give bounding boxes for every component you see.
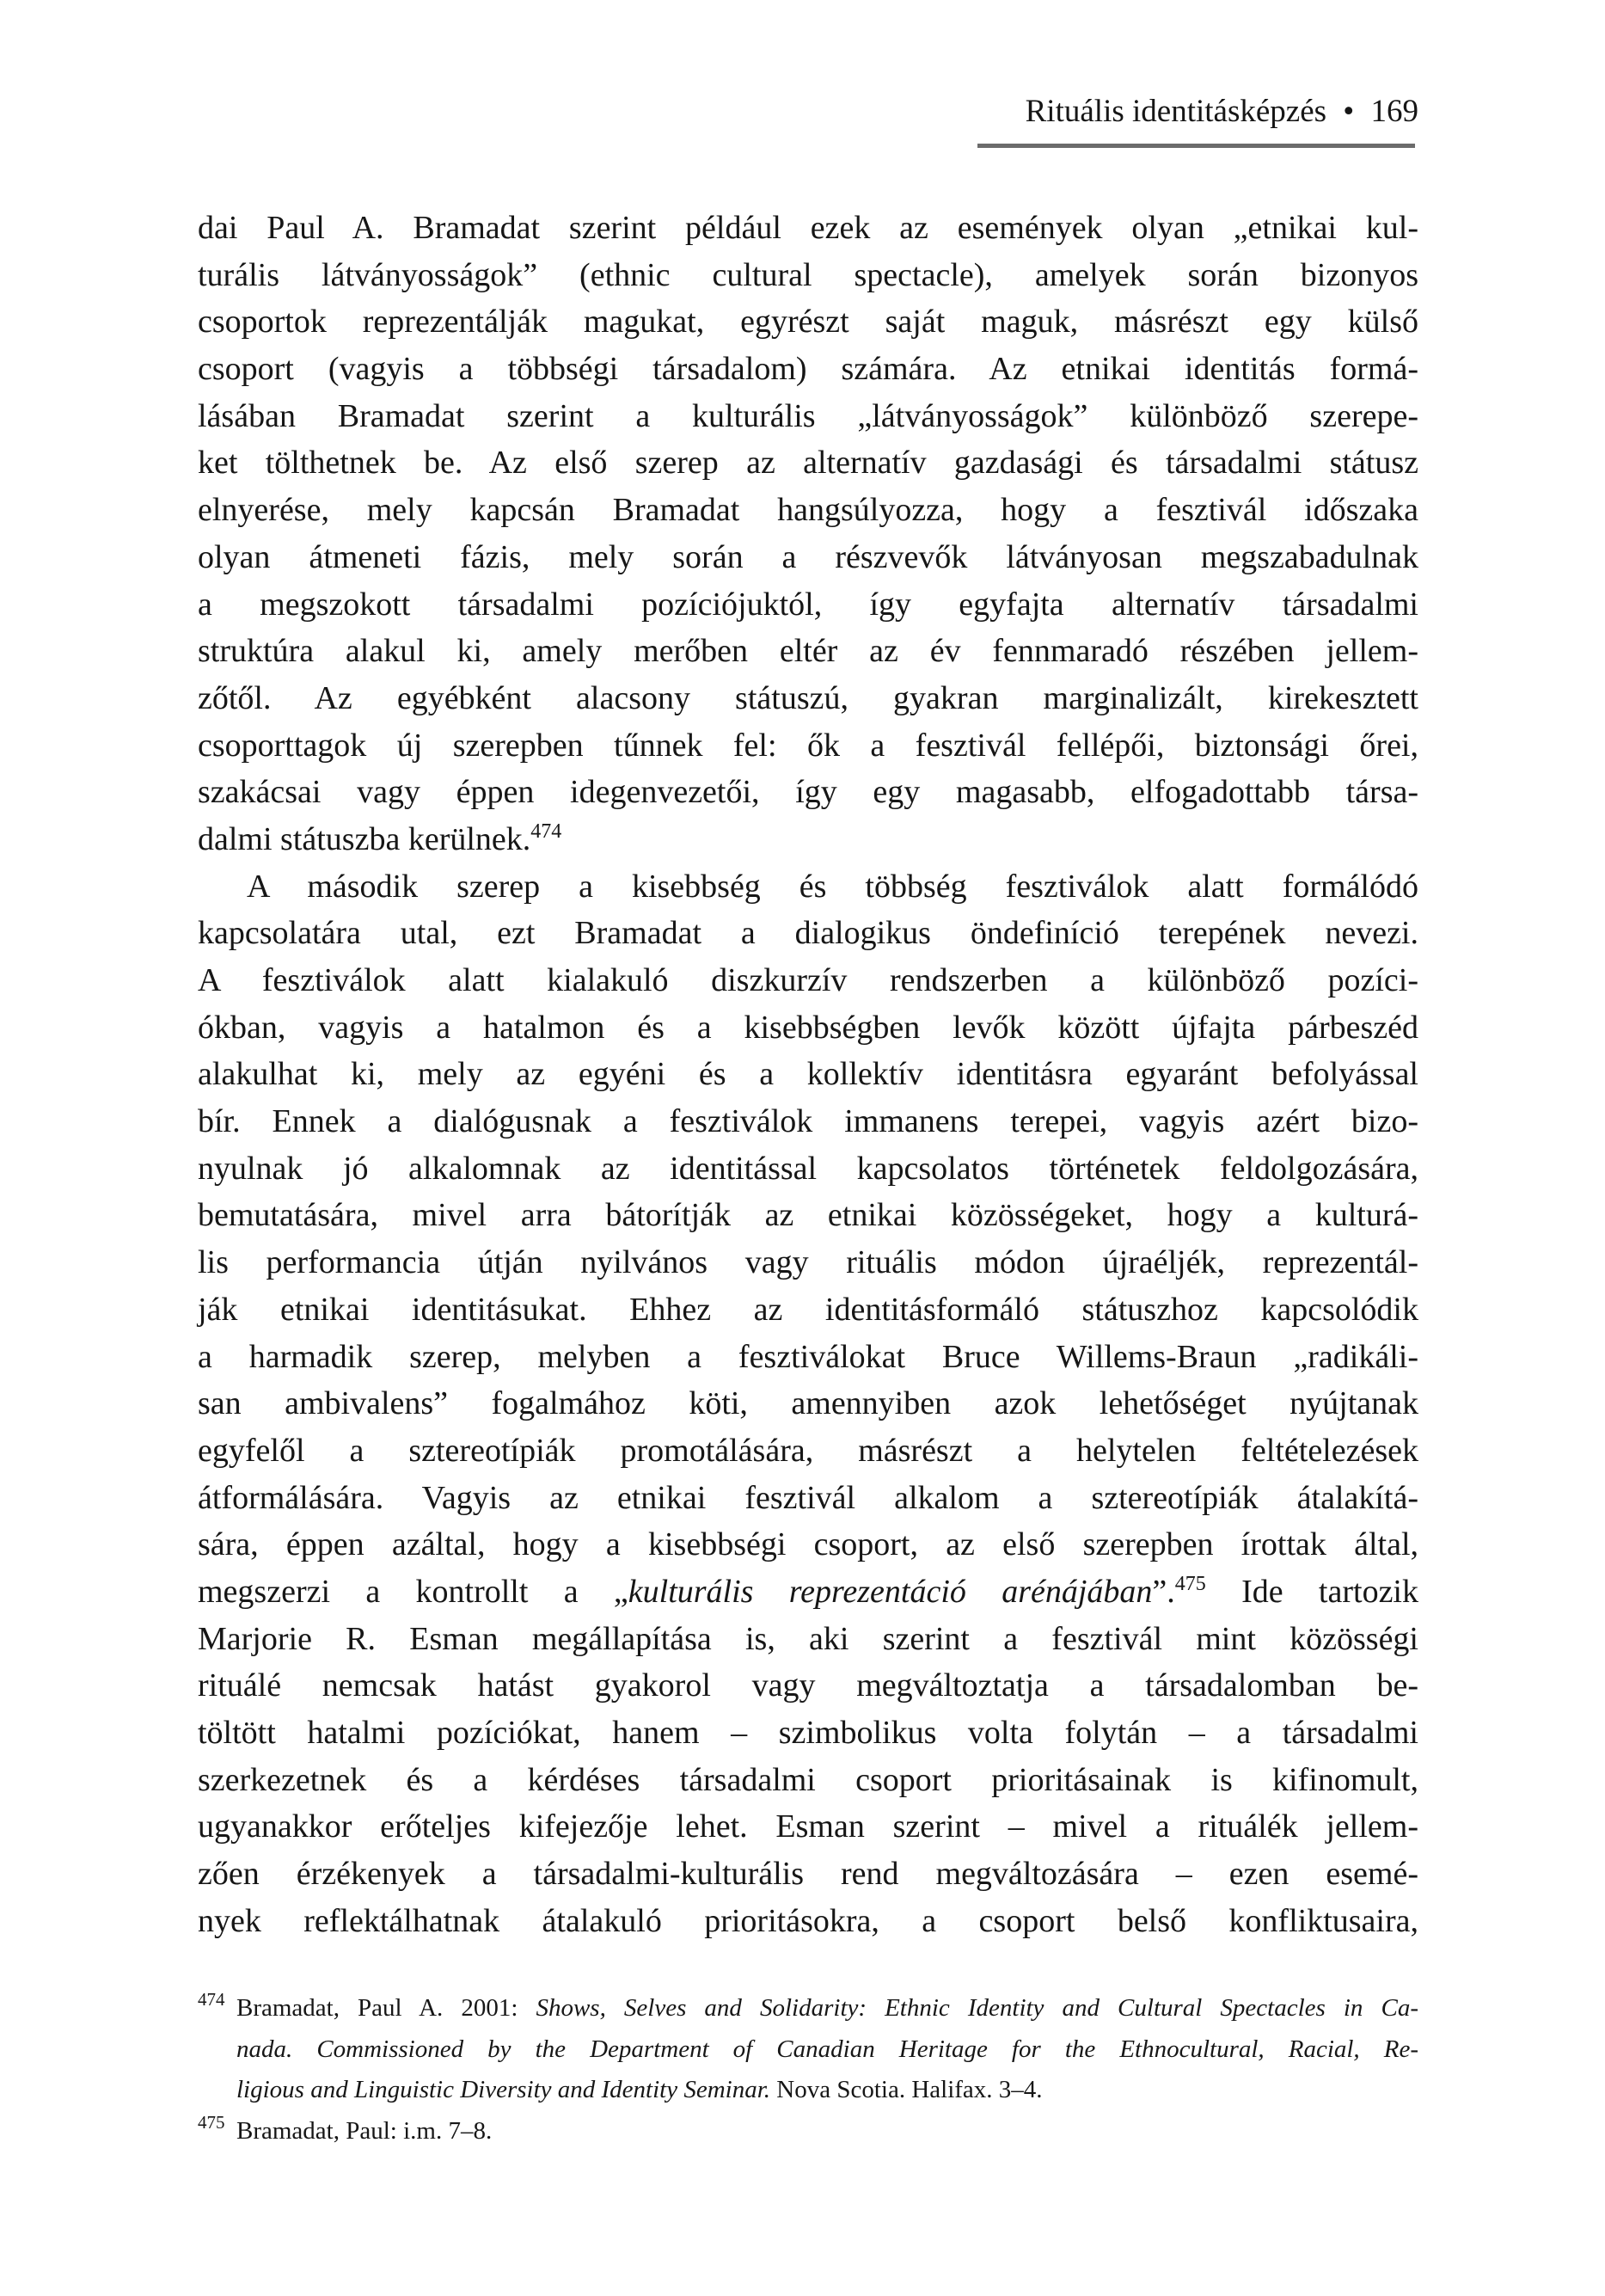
footnote-text-line — [236, 2070, 1418, 2111]
text-run: ókban, vagyis a hatalmon és a kisebbségben levők között újfajta párbeszéd — [198, 1009, 1418, 1046]
text-run: zően érzékenyek a társadalmi-kulturális rend megváltozására – ezen esemé- — [198, 1856, 1418, 1893]
body-text-line — [198, 1051, 1418, 1098]
text-run: kapcsolatára utal, ezt Bramadat a dialogikus öndefiníció terepének nevezi. — [198, 915, 1418, 952]
text-run: Marjorie R. Esman megállapítása is, aki szerint a fesztivál mint közösségi — [198, 1620, 1418, 1657]
text-run: megszerzi a kontrollt a „ — [198, 1573, 628, 1610]
text-run: szerkezetnek és a kérdéses társadalmi csoport prioritásainak is kifinomult, — [198, 1761, 1418, 1798]
text-run: nyek reflektálhatnak átalakuló prioritásokra, a csoport belső konfliktusaira, — [198, 1902, 1418, 1939]
body-text-line — [198, 1757, 1418, 1804]
body-text-line — [198, 298, 1418, 346]
text-run: olyan átmeneti fázis, mely során a részvevők látványosan megszabadulnak — [198, 538, 1418, 575]
text-run: zőtől. Az egyébként alacsony státuszú, gyakran marginalizált, kirekesztett — [198, 679, 1418, 716]
body-text-line — [198, 1475, 1418, 1522]
text-run: lásában Bramadat szerint a kulturális „látványosságok” különböző szerepe- — [198, 397, 1418, 434]
text-run: dai Paul A. Bramadat szerint például ezek az események olyan „etnikai kul- — [198, 210, 1418, 246]
body-text-line — [198, 1616, 1418, 1663]
body-text-line — [198, 487, 1418, 534]
text-run: átformálására. Vagyis az etnikai fesztivál alkalom a sztereotípiák átalakítá- — [198, 1479, 1418, 1516]
text-run: csoportok reprezentálják magukat, egyrészt saját maguk, másrészt egy külső — [198, 304, 1418, 341]
text-run: sára, éppen azáltal, hogy a kisebbségi csoport, az első szerepben írottak által, — [198, 1526, 1418, 1563]
body-text-line — [198, 1851, 1418, 1898]
body-text-line — [198, 675, 1418, 722]
body-text-line — [198, 1569, 1418, 1616]
italic-text-run: nada. Commissioned by the Department of Canadian Heritage for the Ethnocultural, Racial, Re- — [236, 2035, 1418, 2063]
text-run: lis performancia útján nyilvános vagy rituális módon újraéljék, reprezentál- — [198, 1244, 1418, 1281]
text-run: rituálé nemcsak hatást gyakorol vagy megváltoztatja a társadalomban be- — [198, 1667, 1418, 1704]
body-text-line — [198, 816, 1418, 863]
body-text-line — [198, 439, 1418, 487]
footnote-number: 475 — [198, 2111, 225, 2133]
text-run: nyulnak jó alkalomnak az identitással kapcsolatos történetek feldolgozására, — [198, 1150, 1418, 1187]
header-page-number: 169 — [1370, 94, 1418, 129]
body-text-line — [198, 910, 1418, 957]
header-chapter-title: Rituális identitásképzés — [1025, 94, 1327, 129]
text-run: szakácsai vagy éppen idegenvezetői, így egy magasabb, elfogadottabb társa- — [198, 774, 1418, 811]
text-run: Bramadat, Paul: i.m. 7–8. — [236, 2116, 493, 2145]
body-text-line — [198, 628, 1418, 675]
header-bullet-separator: • — [1343, 94, 1355, 129]
body-text-line — [198, 1286, 1418, 1334]
text-run: elnyerése, mely kapcsán Bramadat hangsúlyozza, hogy a fesztivál időszaka — [198, 492, 1418, 529]
body-text-line — [198, 1427, 1418, 1475]
text-run: san ambivalens” fogalmához köti, amennyiben azok lehetőséget nyújtanak — [198, 1385, 1418, 1422]
footnote-item — [198, 1988, 1418, 2111]
text-run: töltött hatalmi pozíciókat, hanem – szimbolikus volta folytán – a társadalmi — [198, 1715, 1418, 1751]
italic-text-run: Shows, Selves and Solidarity: Ethnic Identity and Cultural Spectacles in Ca- — [536, 1994, 1418, 2022]
text-run: ugyanakkor erőteljes kifejezője lehet. Esman szerint – mivel a rituálék jellem- — [198, 1808, 1418, 1845]
text-run: csoporttagok új szerepben tűnnek fel: ők a fesztivál fellépői, biztonsági őrei, — [198, 727, 1418, 764]
text-run: turális látványosságok” (ethnic cultural spectacle), amelyek során bizonyos — [198, 256, 1418, 293]
body-text-line — [198, 1004, 1418, 1052]
text-run: dalmi státuszba kerülnek. — [198, 820, 531, 857]
text-run: csoport (vagyis a többségi társadalom) számára. Az etnikai identitás formá- — [198, 351, 1418, 388]
body-text-line — [198, 252, 1418, 299]
footnote-text-line — [236, 1988, 1418, 2029]
text-run: alakulhat ki, mely az egyéni és a kollektív identitásra egyaránt befolyással — [198, 1056, 1418, 1093]
body-text-line — [198, 1662, 1418, 1710]
text-run: bemutatására, mivel arra bátorítják az etnikai közösségeket, hogy a kulturá- — [198, 1197, 1418, 1234]
body-text-line — [198, 534, 1418, 581]
footnote-reference-superscript: 474 — [530, 820, 562, 843]
body-text-line — [198, 1380, 1418, 1427]
text-run: A második szerep a kisebbség és többség fesztiválok alatt formálódó — [247, 868, 1418, 905]
text-run: Ide tartozik — [1205, 1573, 1418, 1610]
text-run: A fesztiválok alatt kialakuló diszkurzív rendszerben a különböző pozíci- — [198, 962, 1418, 998]
footnote-number: 474 — [198, 1989, 225, 2010]
text-run: struktúra alakul ki, amely merőben eltér az év fennmaradó részében jellem- — [198, 633, 1418, 670]
text-run: Nova Scotia. Halifax. 3–4. — [770, 2076, 1043, 2103]
text-run: ”. — [1152, 1573, 1175, 1610]
body-text-line — [198, 1521, 1418, 1569]
body-text-line — [198, 1239, 1418, 1286]
italic-text-run: kulturális reprezentáció arénájában — [628, 1573, 1153, 1610]
body-text-line — [198, 1098, 1418, 1145]
body-text-line — [198, 1803, 1418, 1851]
body-text-line — [198, 863, 1418, 911]
text-run: ják etnikai identitásukat. Ehhez az identitásformáló státuszhoz kapcsolódik — [198, 1291, 1418, 1328]
footnote-text-line — [236, 2111, 1418, 2152]
body-text-line — [198, 1710, 1418, 1757]
footnote-reference-superscript: 475 — [1174, 1572, 1206, 1595]
body-text — [198, 205, 1418, 1944]
text-run: bír. Ennek a dialógusnak a fesztiválok immanens terepei, vagyis azért bizo- — [198, 1103, 1418, 1140]
header-rule — [977, 144, 1415, 148]
body-text-line — [198, 1145, 1418, 1193]
body-text-line — [198, 769, 1418, 816]
text-run: Bramadat, Paul A. 2001: — [236, 1994, 536, 2022]
running-header-text — [0, 91, 1418, 132]
body-text-line — [198, 1898, 1418, 1945]
text-run: a harmadik szerep, melyben a fesztiválokat Bruce Willems-Braun „radikáli- — [198, 1338, 1418, 1375]
footnote-text-line — [236, 2029, 1418, 2071]
body-text-line — [198, 957, 1418, 1004]
body-text-line — [198, 393, 1418, 440]
italic-text-run: ligious and Linguistic Diversity and Identity Seminar. — [236, 2076, 771, 2103]
body-text-line — [198, 581, 1418, 629]
body-text-line — [198, 1334, 1418, 1381]
body-text-line — [198, 1192, 1418, 1239]
text-run: egyfelől a sztereotípiák promotálására, másrészt a helytelen feltételezések — [198, 1432, 1418, 1469]
body-text-line — [198, 205, 1418, 252]
text-run: a megszokott társadalmi pozíciójuktól, így egyfajta alternatív társadalmi — [198, 586, 1418, 623]
footnotes-section — [198, 1988, 1418, 2152]
running-header — [0, 91, 1418, 148]
text-run: ket tölthetnek be. Az első szerep az alternatív gazdasági és társadalmi státusz — [198, 445, 1418, 482]
body-text-line — [198, 722, 1418, 770]
footnote-item — [198, 2111, 1418, 2152]
body-text-line — [198, 346, 1418, 393]
